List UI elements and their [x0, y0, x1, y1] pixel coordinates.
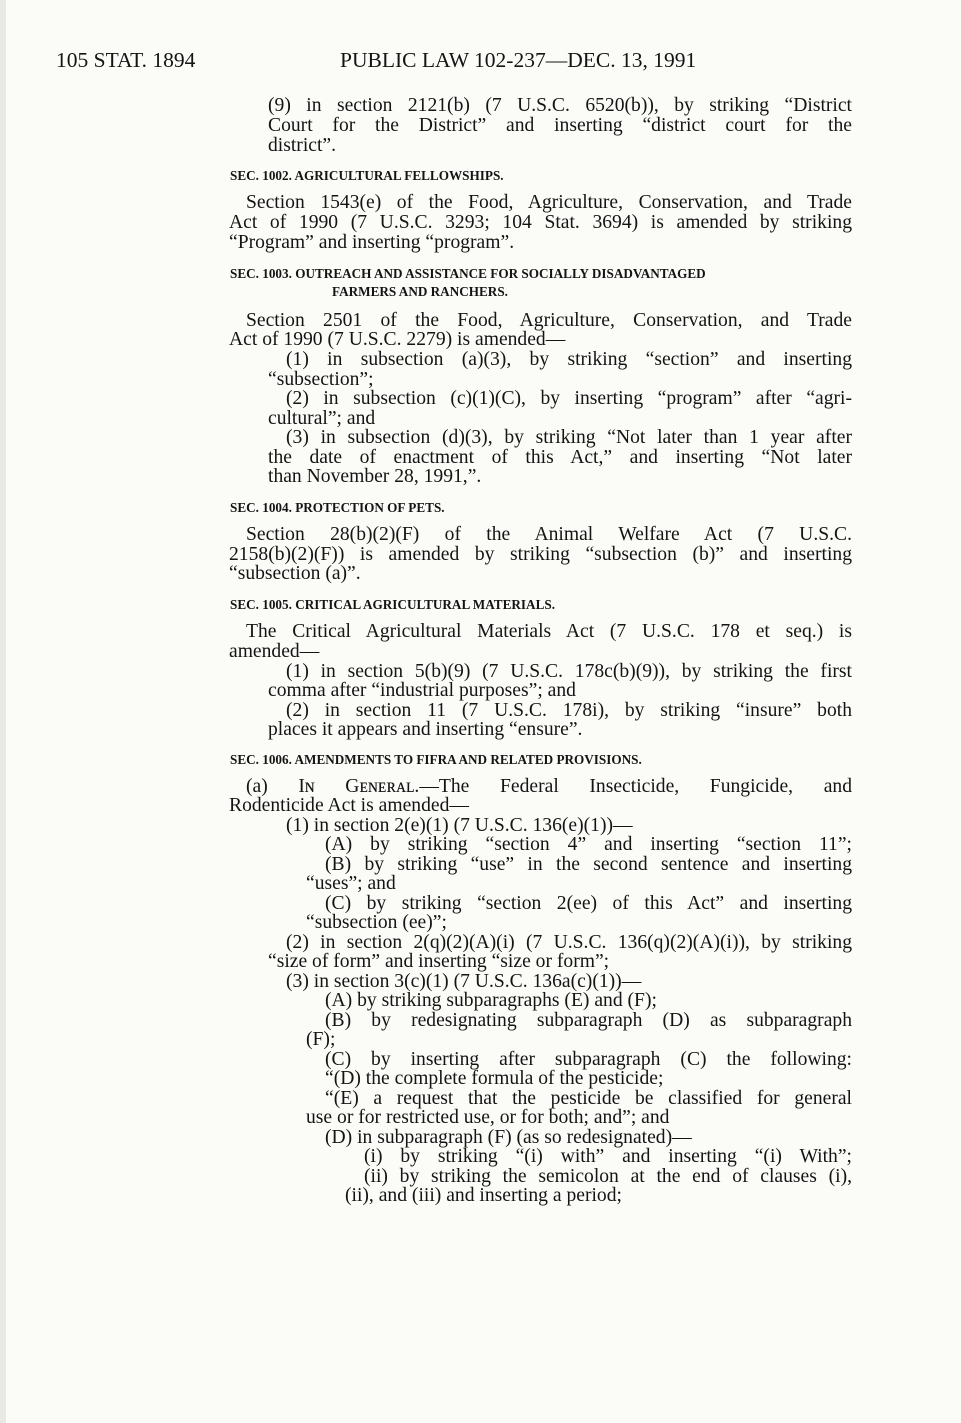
page-edge: [0, 0, 6, 1423]
text-line: (a) Iɴ Gᴇɴᴇʀᴀʟ.—The Federal Insecticide, Fungicide, and: [246, 776, 852, 797]
text-line: (9) in section 2121(b) (7 U.S.C. 6520(b)), by striking “District: [268, 95, 852, 116]
text-line: Act of 1990 (7 U.S.C. 2279) is amended—: [229, 329, 566, 350]
text-line: the date of enactment of this Act,” and inserting “Not later: [268, 447, 852, 468]
text-line: “subsection (ee)”;: [306, 912, 447, 933]
section-heading: SEC. 1002. AGRICULTURAL FELLOWSHIPS.: [230, 168, 504, 183]
text-line: (A) by striking subparagraphs (E) and (F);: [325, 990, 657, 1011]
text-line: “uses”; and: [306, 873, 396, 894]
text-line: (D) in subparagraph (F) (as so redesignated)—: [325, 1127, 692, 1148]
text-line: cultural”; and: [268, 408, 376, 429]
page-header: [56, 48, 851, 78]
text-line: (1) in section 2(e)(1) (7 U.S.C. 136(e)(1))—: [286, 815, 633, 836]
text-line: places it appears and inserting “ensure”.: [268, 719, 583, 740]
section-heading: SEC. 1003. OUTREACH AND ASSISTANCE FOR SOCIALLY DISADVANTAGED: [230, 266, 706, 281]
text-line: (A) by striking “section 4” and inserting “section 11”;: [325, 834, 852, 855]
text-line: (ii) by striking the semicolon at the end of clauses (i),: [364, 1166, 852, 1187]
text-line: district”.: [268, 135, 337, 156]
text-line: (B) by redesignating subparagraph (D) as subparagraph: [325, 1010, 852, 1031]
text-line: comma after “industrial purposes”; and: [268, 680, 576, 701]
text-line: Rodenticide Act is amended—: [229, 795, 469, 816]
text-line: amended—: [229, 641, 320, 662]
text-line: (1) in section 5(b)(9) (7 U.S.C. 178c(b)(9)), by striking the first: [286, 661, 852, 682]
text-line: (C) by inserting after subparagraph (C) the following:: [325, 1049, 852, 1070]
section-heading: SEC. 1004. PROTECTION OF PETS.: [230, 500, 445, 515]
public-law-citation: PUBLIC LAW 102-237—DEC. 13, 1991: [340, 48, 697, 72]
text-line: (2) in subsection (c)(1)(C), by inserting “program” after “agri-: [286, 388, 852, 409]
text-line: (2) in section 2(q)(2)(A)(i) (7 U.S.C. 136(q)(2)(A)(i)), by striking: [286, 932, 852, 953]
section-heading: SEC. 1005. CRITICAL AGRICULTURAL MATERIALS.: [230, 597, 555, 612]
text-line: The Critical Agricultural Materials Act (7 U.S.C. 178 et seq.) is: [246, 621, 852, 642]
section-heading: SEC. 1006. AMENDMENTS TO FIFRA AND RELATED PROVISIONS.: [230, 752, 642, 767]
text-line: use or for restricted use, or for both; and”; and: [306, 1107, 670, 1128]
text-line: “(E) a request that the pesticide be classified for general: [325, 1088, 852, 1109]
text-line: Act of 1990 (7 U.S.C. 3293; 104 Stat. 3694) is amended by striking: [229, 212, 852, 233]
text-line: “(D) the complete formula of the pesticide;: [325, 1068, 664, 1089]
text-line: “Program” and inserting “program”.: [229, 232, 515, 253]
text-line: “subsection”;: [268, 369, 374, 390]
text-line: (i) by striking “(i) with” and inserting “(i) With”;: [364, 1146, 852, 1167]
text-line: (1) in subsection (a)(3), by striking “section” and inserting: [286, 349, 852, 370]
text-line: Section 28(b)(2)(F) of the Animal Welfare Act (7 U.S.C.: [246, 524, 852, 545]
text-line: (C) by striking “section 2(ee) of this Act” and inserting: [325, 893, 852, 914]
text-line: Section 2501 of the Food, Agriculture, Conservation, and Trade: [246, 310, 852, 331]
section-heading: FARMERS AND RANCHERS.: [332, 284, 508, 299]
text-line: (B) by striking “use” in the second sentence and inserting: [325, 854, 852, 875]
text-line: Court for the District” and inserting “district court for the: [268, 115, 852, 136]
statute-page-number: 105 STAT. 1894: [56, 48, 196, 72]
text-line: (F);: [306, 1029, 336, 1050]
text-line: Section 1543(e) of the Food, Agriculture, Conservation, and Trade: [246, 192, 852, 213]
text-line: 2158(b)(2)(F)) is amended by striking “subsection (b)” and inserting: [229, 544, 852, 565]
text-line: than November 28, 1991,”.: [268, 466, 482, 487]
text-line: (3) in section 3(c)(1) (7 U.S.C. 136a(c)(1))—: [286, 971, 642, 992]
text-line: (2) in section 11 (7 U.S.C. 178i), by striking “insure” both: [286, 700, 852, 721]
text-line: (ii), and (iii) and inserting a period;: [345, 1185, 622, 1206]
text-line: “subsection (a)”.: [229, 563, 361, 584]
text-line: “size of form” and inserting “size or form”;: [268, 951, 610, 972]
text-line: (3) in subsection (d)(3), by striking “Not later than 1 year after: [286, 427, 852, 448]
